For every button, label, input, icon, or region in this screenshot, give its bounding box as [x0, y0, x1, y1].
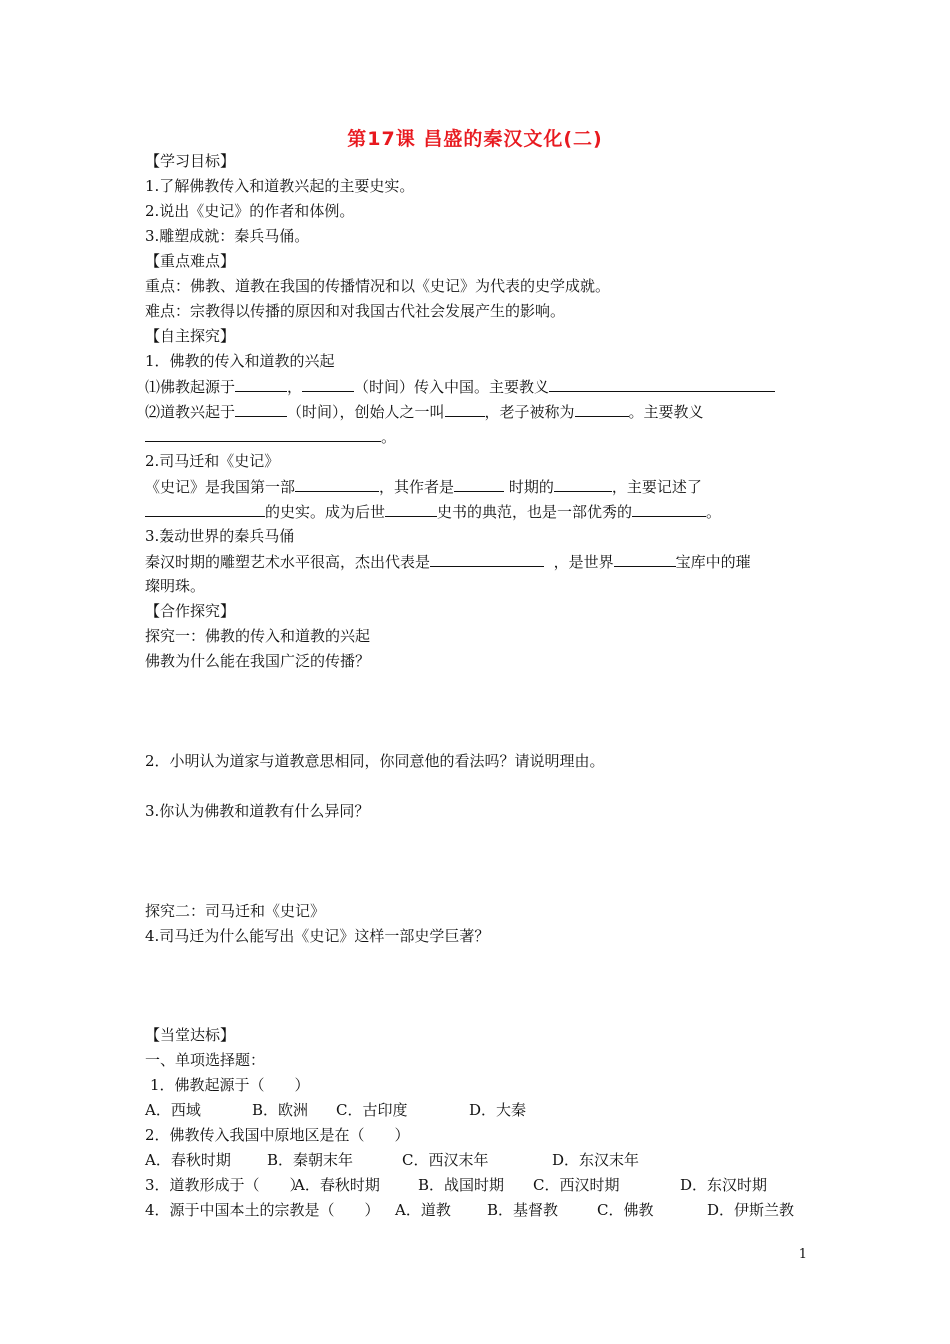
mc-option[interactable]: D．伊斯兰教 — [707, 1201, 795, 1219]
answer-blank[interactable] — [549, 377, 775, 392]
mc-question: 3．道教形成于（ ） — [145, 1176, 305, 1194]
question-text: （时间）传入中国。主要教义 — [354, 378, 550, 396]
mc-option[interactable]: D．东汉时期 — [680, 1176, 768, 1194]
mc-question: 4．源于中国本土的宗教是（ ） — [145, 1201, 380, 1219]
objective-item: 3.雕塑成就：秦兵马俑。 — [145, 227, 310, 245]
answer-blank[interactable] — [614, 552, 676, 567]
coop-question: 2．小明认为道家与道教意思相同，你同意他的看法吗？请说明理由。 — [145, 752, 605, 770]
answer-blank[interactable] — [145, 502, 265, 517]
answer-blank[interactable] — [145, 427, 381, 442]
answer-blank[interactable] — [554, 477, 612, 492]
mc-question: 2．佛教传入我国中原地区是在（ ） — [145, 1126, 410, 1144]
mc-option[interactable]: A．春秋时期 — [294, 1176, 380, 1194]
question-text: 。主要教义 — [628, 403, 704, 421]
mc-option[interactable]: A．西域 — [145, 1101, 201, 1119]
mc-option[interactable]: C．西汉时期 — [533, 1176, 620, 1194]
question-text: 。 — [706, 503, 722, 521]
difficult-point: 难点：宗教得以传播的原因和对我国古代社会发展产生的影响。 — [145, 302, 566, 320]
coop-question: 4.司马迁为什么能写出《史记》这样一部史学巨著？ — [145, 927, 490, 945]
mc-option[interactable]: B．秦朝末年 — [267, 1151, 354, 1169]
mc-option[interactable]: C．西汉末年 — [402, 1151, 489, 1169]
answer-blank[interactable] — [385, 502, 437, 517]
fill-question-4 — [145, 502, 721, 521]
mc-option[interactable]: C．古印度 — [336, 1101, 408, 1119]
answer-blank[interactable] — [430, 552, 544, 567]
question-text: ⑵道教兴起于 — [145, 403, 236, 421]
question-text: ⑴佛教起源于 — [145, 378, 236, 396]
section-title: 1．佛教的传入和道教的兴起 — [145, 352, 335, 370]
answer-blank[interactable] — [295, 477, 379, 492]
mc-option[interactable]: D．大秦 — [469, 1101, 527, 1119]
objective-item: 2.说出《史记》的作者和体例。 — [145, 202, 355, 220]
coop-question: 3.你认为佛教和道教有什么异同？ — [145, 802, 370, 820]
practice-heading: 【当堂达标】 — [145, 1026, 236, 1044]
practice-section: 一、单项选择题： — [145, 1051, 266, 1069]
question-text: 的史实。成为后世 — [265, 503, 386, 521]
keypoints-heading: 【重点难点】 — [145, 252, 236, 270]
question-text: 史书的典范，也是一部优秀的 — [437, 503, 633, 521]
coop-question: 佛教为什么能在我国广泛的传播？ — [145, 652, 371, 670]
answer-blank[interactable] — [445, 402, 485, 417]
section-title: 2.司马迁和《史记》 — [145, 452, 280, 470]
inquiry-title: 探究二：司马迁和《史记》 — [145, 902, 326, 920]
mc-option[interactable]: B．基督教 — [487, 1201, 559, 1219]
fill-question-2-continued — [145, 427, 396, 446]
question-text: 秦汉时期的雕塑艺术水平很高，杰出代表是 — [145, 553, 431, 571]
key-point: 重点：佛教、道教在我国的传播情况和以《史记》为代表的史学成就。 — [145, 277, 611, 295]
fill-question-1 — [145, 377, 775, 396]
question-text: 。 — [381, 428, 397, 446]
mc-question: 1．佛教起源于（ ） — [150, 1076, 310, 1094]
inquiry-title: 探究一：佛教的传入和道教的兴起 — [145, 627, 371, 645]
page-number: 1 — [798, 1247, 807, 1262]
answer-blank[interactable] — [302, 377, 354, 392]
mc-option[interactable]: A．春秋时期 — [145, 1151, 231, 1169]
mc-option[interactable]: C．佛教 — [597, 1201, 654, 1219]
answer-blank[interactable] — [235, 377, 287, 392]
fill-question-5 — [145, 552, 751, 571]
question-text: ，老子被称为 — [484, 403, 575, 421]
mc-option[interactable]: A．道教 — [395, 1201, 451, 1219]
question-text: 《史记》是我国第一部 — [145, 478, 296, 496]
objective-item: 1.了解佛教传入和道教兴起的主要史实。 — [145, 177, 415, 195]
question-text: ，其作者是 — [379, 478, 455, 496]
question-text: ， — [287, 378, 303, 396]
page-title: 第17课 昌盛的秦汉文化(二) — [347, 128, 603, 150]
answer-blank[interactable] — [235, 402, 287, 417]
question-text: 宝库中的璀 — [675, 553, 751, 571]
mc-option[interactable]: D．东汉末年 — [552, 1151, 640, 1169]
question-text: （时间），创始人之一叫 — [287, 403, 445, 421]
question-text: 时期的 — [508, 478, 554, 496]
mc-option[interactable]: B．战国时期 — [418, 1176, 505, 1194]
answer-blank[interactable] — [454, 477, 504, 492]
mc-option[interactable]: B．欧洲 — [252, 1101, 309, 1119]
answer-blank[interactable] — [632, 502, 706, 517]
objectives-heading: 【学习目标】 — [145, 152, 236, 170]
fill-question-2 — [145, 402, 704, 421]
section-title: 3.轰动世界的秦兵马俑 — [145, 527, 295, 545]
self-study-heading: 【自主探究】 — [145, 327, 236, 345]
question-text: ，是世界 — [553, 553, 614, 571]
answer-blank[interactable] — [575, 402, 629, 417]
fill-question-5-continued: 璨明珠。 — [145, 577, 206, 595]
question-text: ，主要记述了 — [611, 478, 702, 496]
coop-heading: 【合作探究】 — [145, 602, 236, 620]
fill-question-3 — [145, 477, 702, 496]
